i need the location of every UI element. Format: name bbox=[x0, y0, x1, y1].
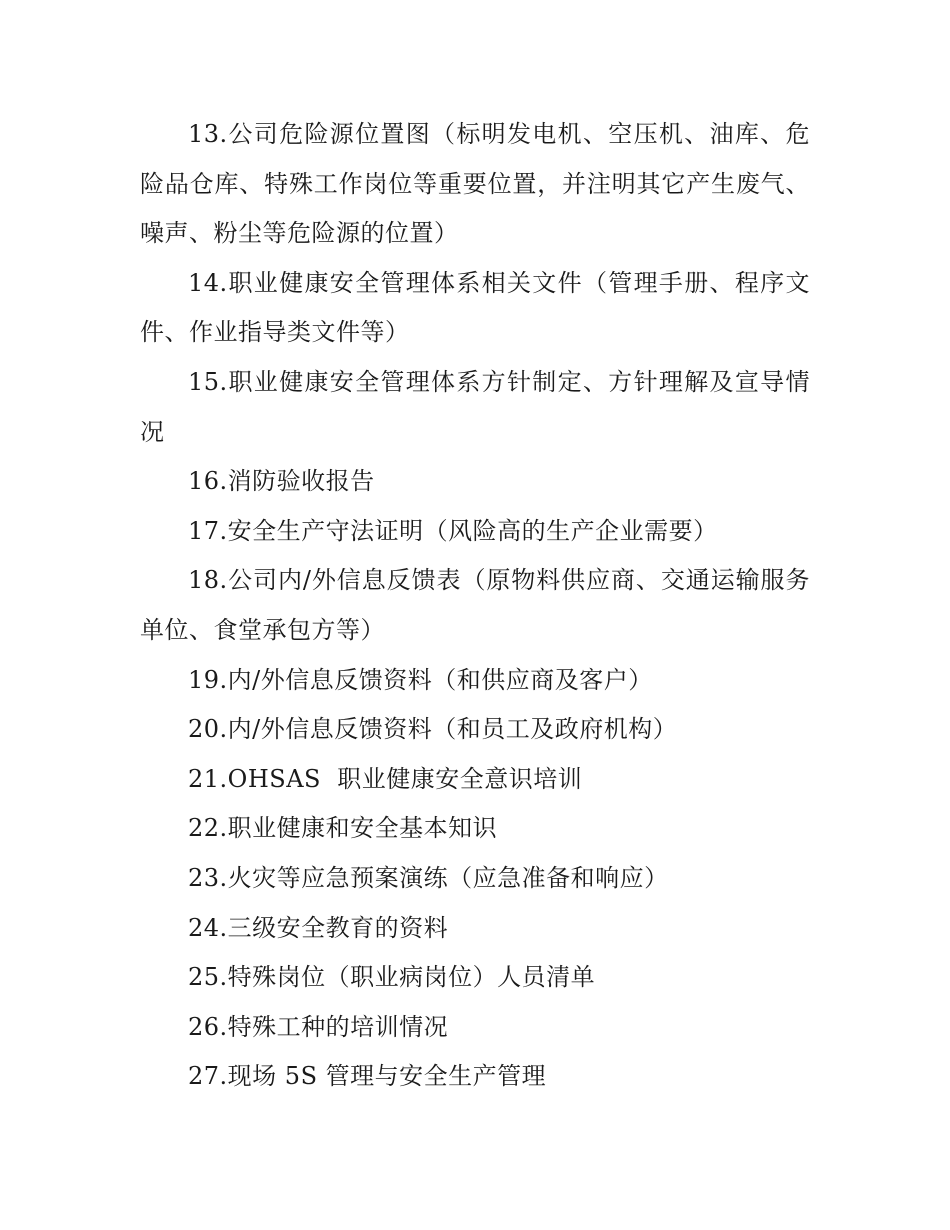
list-item-27: 27.现场 5S 管理与安全生产管理 bbox=[188, 1062, 547, 1091]
list-item-14: 14.职业健康安全管理体系相关文件（管理手册、程序文件、作业指导类文件等） bbox=[140, 268, 810, 347]
list-item-13: 13.公司危险源位置图（标明发电机、空压机、油库、危险品仓库、特殊工作岗位等重要位置，并注明其它产生废气、噪声、粉尘等危险源的位置） bbox=[140, 120, 810, 248]
list-item-26: 26.特殊工种的培训情况 bbox=[188, 1012, 449, 1041]
list-item-19: 19.内/外信息反馈资料（和供应商及客户） bbox=[188, 665, 653, 694]
document-body bbox=[140, 110, 810, 1102]
list-item-18: 18.公司内/外信息反馈表（原物料供应商、交通运输服务单位、食堂承包方等） bbox=[140, 566, 810, 644]
list-item-17: 17.安全生产守法证明（风险高的生产企业需要） bbox=[188, 516, 718, 545]
list-item-22: 22.职业健康和安全基本知识 bbox=[188, 814, 498, 843]
list-item-21: 21.OHSAS 职业健康安全意识培训 bbox=[188, 764, 583, 793]
list-item-25: 25.特殊岗位（职业病岗位）人员清单 bbox=[188, 963, 596, 992]
list-item-20: 20.内/外信息反馈资料（和员工及政府机构） bbox=[188, 715, 678, 744]
list-item-16: 16.消防验收报告 bbox=[188, 467, 375, 496]
list-item-23: 23.火灾等应急预案演练（应急准备和响应） bbox=[188, 863, 669, 892]
list-item-15: 15.职业健康安全管理体系方针制定、方针理解及宣导情况 bbox=[140, 367, 810, 446]
list-item-24: 24.三级安全教育的资料 bbox=[188, 913, 449, 942]
